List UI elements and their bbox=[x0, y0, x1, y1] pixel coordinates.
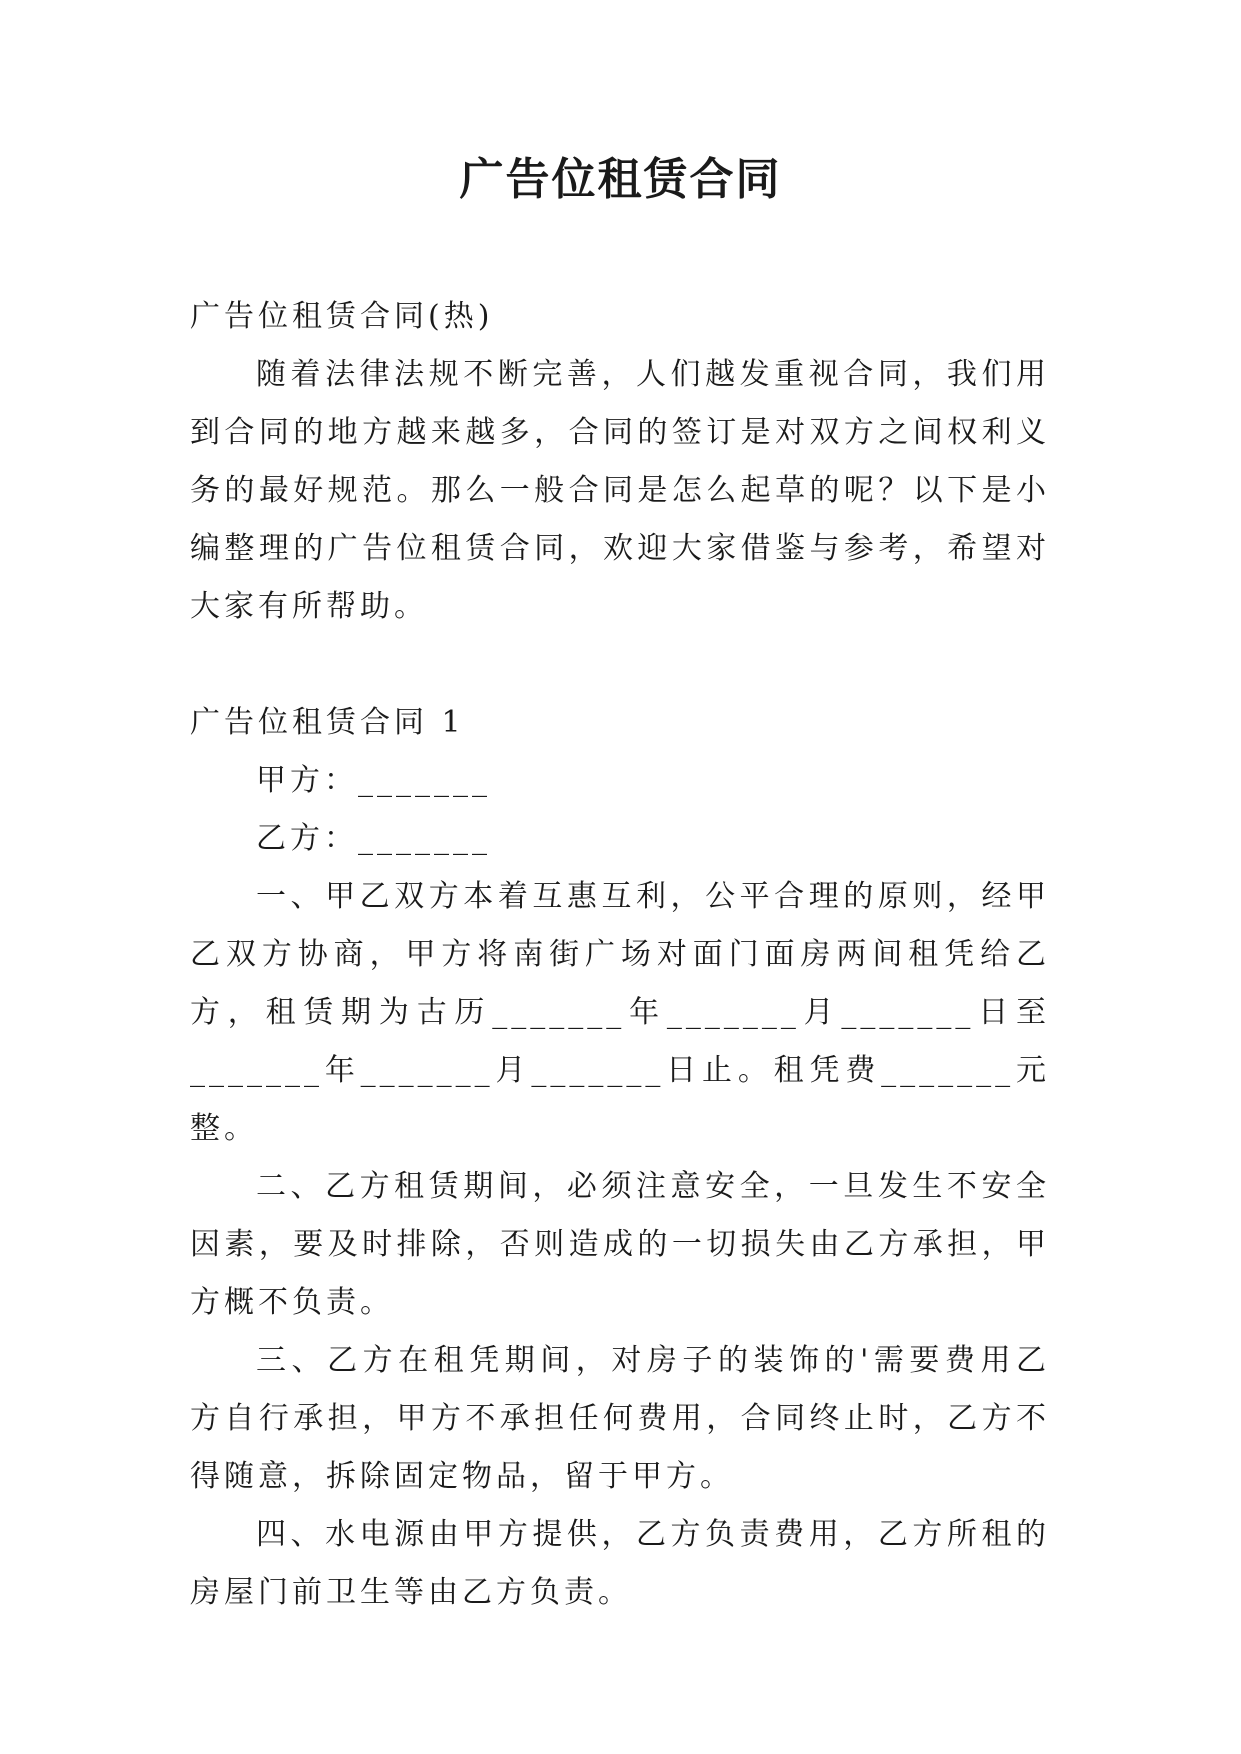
party-b-line: 乙方：_______ bbox=[256, 821, 491, 856]
clause-2: 二、乙方租赁期间，必须注意安全，一旦发生不安全因素，要及时排除，否则造成的一切损失由乙方承担，甲方概不负责。 bbox=[190, 1169, 1050, 1320]
intro-paragraph: 随着法律法规不断完善，人们越发重视合同，我们用到合同的地方越来越多，合同的签订是对双方之间权利义务的最好规范。那么一般合同是怎么起草的呢？以下是小编整理的广告位租赁合同，欢迎大家借鉴与参考，希望对大家有所帮助。 bbox=[190, 357, 1050, 624]
subtitle-hot: 广告位租赁合同(热) bbox=[190, 299, 494, 334]
clause-3: 三、乙方在租凭期间，对房子的装饰的'需要费用乙方自行承担，甲方不承担任何费用，合同终止时，乙方不得随意，拆除固定物品，留于甲方。 bbox=[190, 1343, 1050, 1494]
document-title: 广告位租赁合同 bbox=[459, 154, 782, 205]
section-heading: 广告位租赁合同 1 bbox=[190, 705, 465, 740]
clause-1: 一、甲乙双方本着互惠互利，公平合理的原则，经甲乙双方协商，甲方将南街广场对面门面房两间租凭给乙方，租赁期为古历_______年_______月_______日至_______年_______月_______日止。租凭费_______元整。 bbox=[190, 879, 1050, 1146]
clause-4: 四、水电源由甲方提供，乙方负责费用，乙方所租的房屋门前卫生等由乙方负责。 bbox=[190, 1517, 1050, 1610]
document-body bbox=[190, 288, 1050, 1622]
party-a-line: 甲方：_______ bbox=[256, 763, 491, 798]
section-spacer bbox=[190, 636, 1050, 694]
